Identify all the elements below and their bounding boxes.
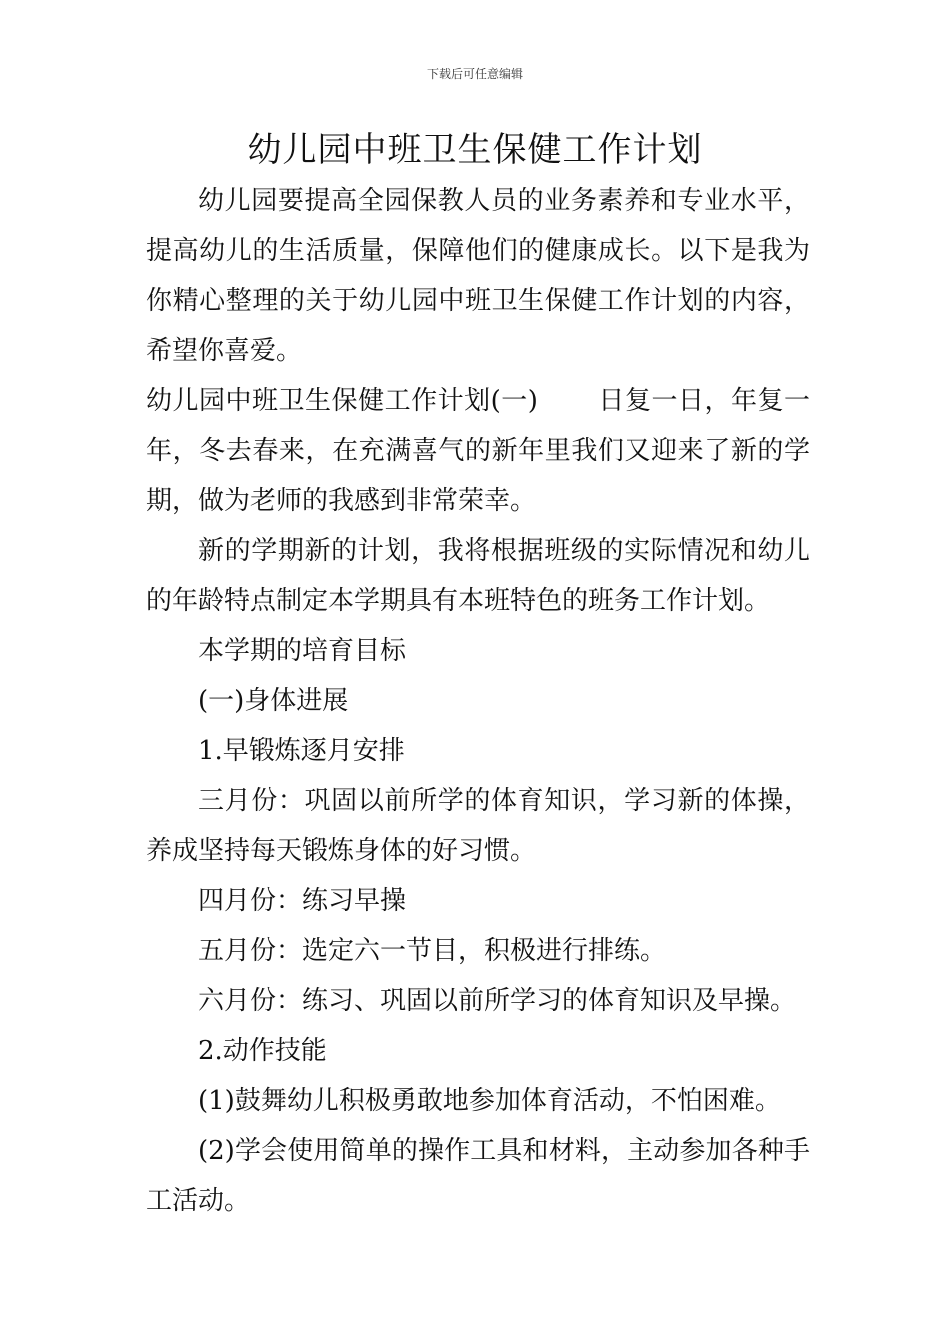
- section-heading: 幼儿园中班卫生保健工作计划(一): [146, 386, 538, 416]
- header-note: 下载后可任意编辑: [426, 67, 523, 81]
- list-item: 四月份：练习早操: [198, 886, 407, 916]
- subsection-heading: (一)身体进展: [198, 686, 349, 716]
- list-item: (1)鼓舞幼儿积极勇敢地参加体育活动，不怕困难。: [198, 1086, 781, 1116]
- list-item: 1.早锻炼逐月安排: [198, 736, 405, 766]
- list-item: 2.动作技能: [198, 1036, 327, 1066]
- list-item: 三月份：巩固以前所学的体育知识，学习新的体操，养成坚持每天锻炼身体的好习惯。: [146, 786, 810, 866]
- document-body: [146, 176, 810, 1226]
- section-heading-paragraph: [146, 376, 810, 526]
- intro-paragraph: 幼儿园要提高全园保教人员的业务素养和专业水平，提高幼儿的生活质量，保障他们的健康成长。以下是我为你精心整理的关于幼儿园中班卫生保健工作计划的内容，希望你喜爱。: [146, 186, 810, 366]
- list-item: 五月份：选定六一节目，积极进行排练。: [198, 936, 667, 966]
- list-item: (2)学会使用简单的操作工具和材料，主动参加各种手工活动。: [146, 1136, 810, 1216]
- document-title: 幼儿园中班卫生保健工作计划: [247, 130, 703, 170]
- section-heading-text: 日复一日，年复一年，冬去春来，在充满喜气的新年里我们又迎来了新的学期，做为老师的我感到非常荣幸。: [146, 386, 810, 516]
- goal-heading: 本学期的培育目标: [198, 636, 407, 666]
- list-item: 六月份：练习、巩固以前所学习的体育知识及早操。: [198, 986, 797, 1016]
- plan-paragraph: 新的学期新的计划，我将根据班级的实际情况和幼儿的年龄特点制定本学期具有本班特色的班务工作计划。: [146, 536, 810, 616]
